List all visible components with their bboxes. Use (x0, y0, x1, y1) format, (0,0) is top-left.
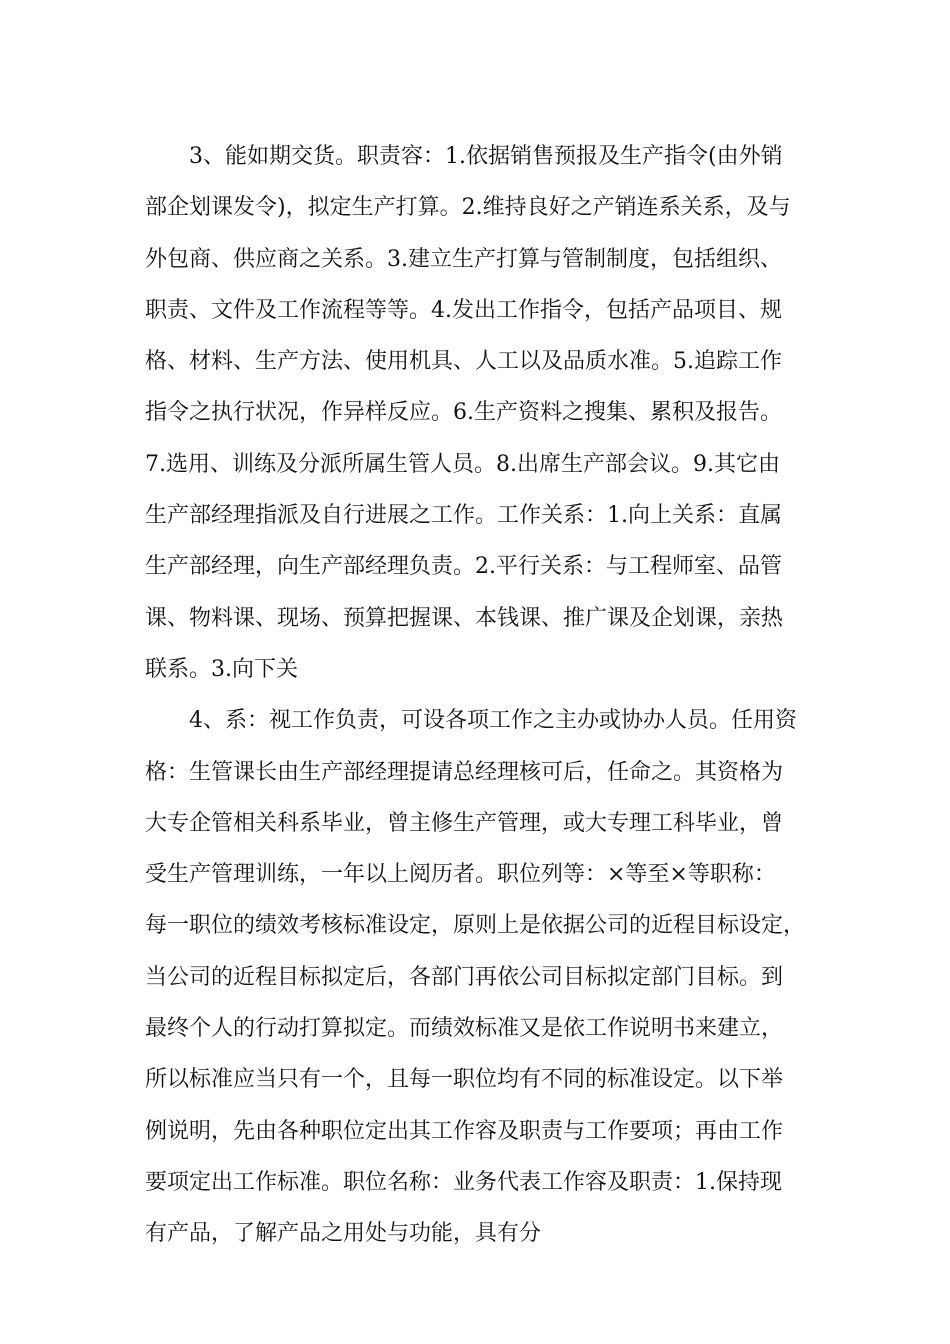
paragraph-4 (145, 695, 815, 1259)
text-line: 格：生管课长由生产部经理提请总经理核可后，任命之。其资格为 (145, 759, 784, 785)
text-line: 生产部经理，向生产部经理负责。2.平行关系：与工程师室、品管 (145, 554, 782, 580)
text-line: 生产部经理指派及自行进展之工作。工作关系：1.向上关系：直属 (145, 503, 782, 529)
text-line: 部企划课发令)，拟定生产打算。2.维持良好之产销连系关系，及与 (145, 195, 791, 221)
text-line: 4、系：视工作负责，可设各项工作之主办或协办人员。任用资 (189, 708, 797, 734)
text-line: 7.选用、训练及分派所属生管人员。8.出席生产部会议。9.其它由 (145, 451, 780, 477)
text-line: 课、物料课、现场、预算把握课、本钱课、推广课及企划课，亲热 (145, 605, 784, 631)
text-line: 职责、文件及工作流程等等。4.发出工作指令，包括产品项目、规 (145, 297, 782, 323)
text-line: 外包商、供应商之关系。3.建立生产打算与管制制度，包括组织、 (145, 246, 782, 272)
text-line: 所以标准应当只有一个，且每一职位均有不同的标准设定。以下举 (145, 1067, 784, 1093)
text-line: 格、材料、生产方法、使用机具、人工以及品质水准。5.追踪工作 (145, 349, 782, 375)
text-line: 有产品，了解产品之用处与功能，具有分 (145, 1221, 542, 1247)
text-line: 指令之执行状况，作异样反应。6.生产资料之搜集、累积及报告。 (145, 400, 782, 426)
text-line: 例说明，先由各种职位定出其工作容及职责与工作要项；再由工作 (145, 1118, 784, 1144)
text-line: 每一职位的绩效考核标准设定，原则上是依据公司的近程目标设定， (145, 913, 806, 939)
text-line: 受生产管理训练，一年以上阅历者。职位列等：×等至×等职称： (145, 862, 776, 888)
text-line: 3、能如期交货。职责容：1.依据销售预报及生产指令(由外销 (189, 144, 783, 169)
text-line: 最终个人的行动打算拟定。而绩效标准又是依工作说明书来建立， (145, 1016, 784, 1042)
text-line: 要项定出工作标准。职位名称：业务代表工作容及职责：1.保持现 (145, 1169, 782, 1195)
text-line: 联系。3.向下关 (145, 656, 298, 682)
text-line: 大专企管相关科系毕业，曾主修生产管理，或大专理工科毕业，曾 (145, 810, 784, 836)
text-line: 当公司的近程目标拟定后，各部门再依公司目标拟定部门目标。到 (145, 964, 784, 990)
document-body (145, 131, 815, 1260)
paragraph-3 (145, 131, 815, 695)
